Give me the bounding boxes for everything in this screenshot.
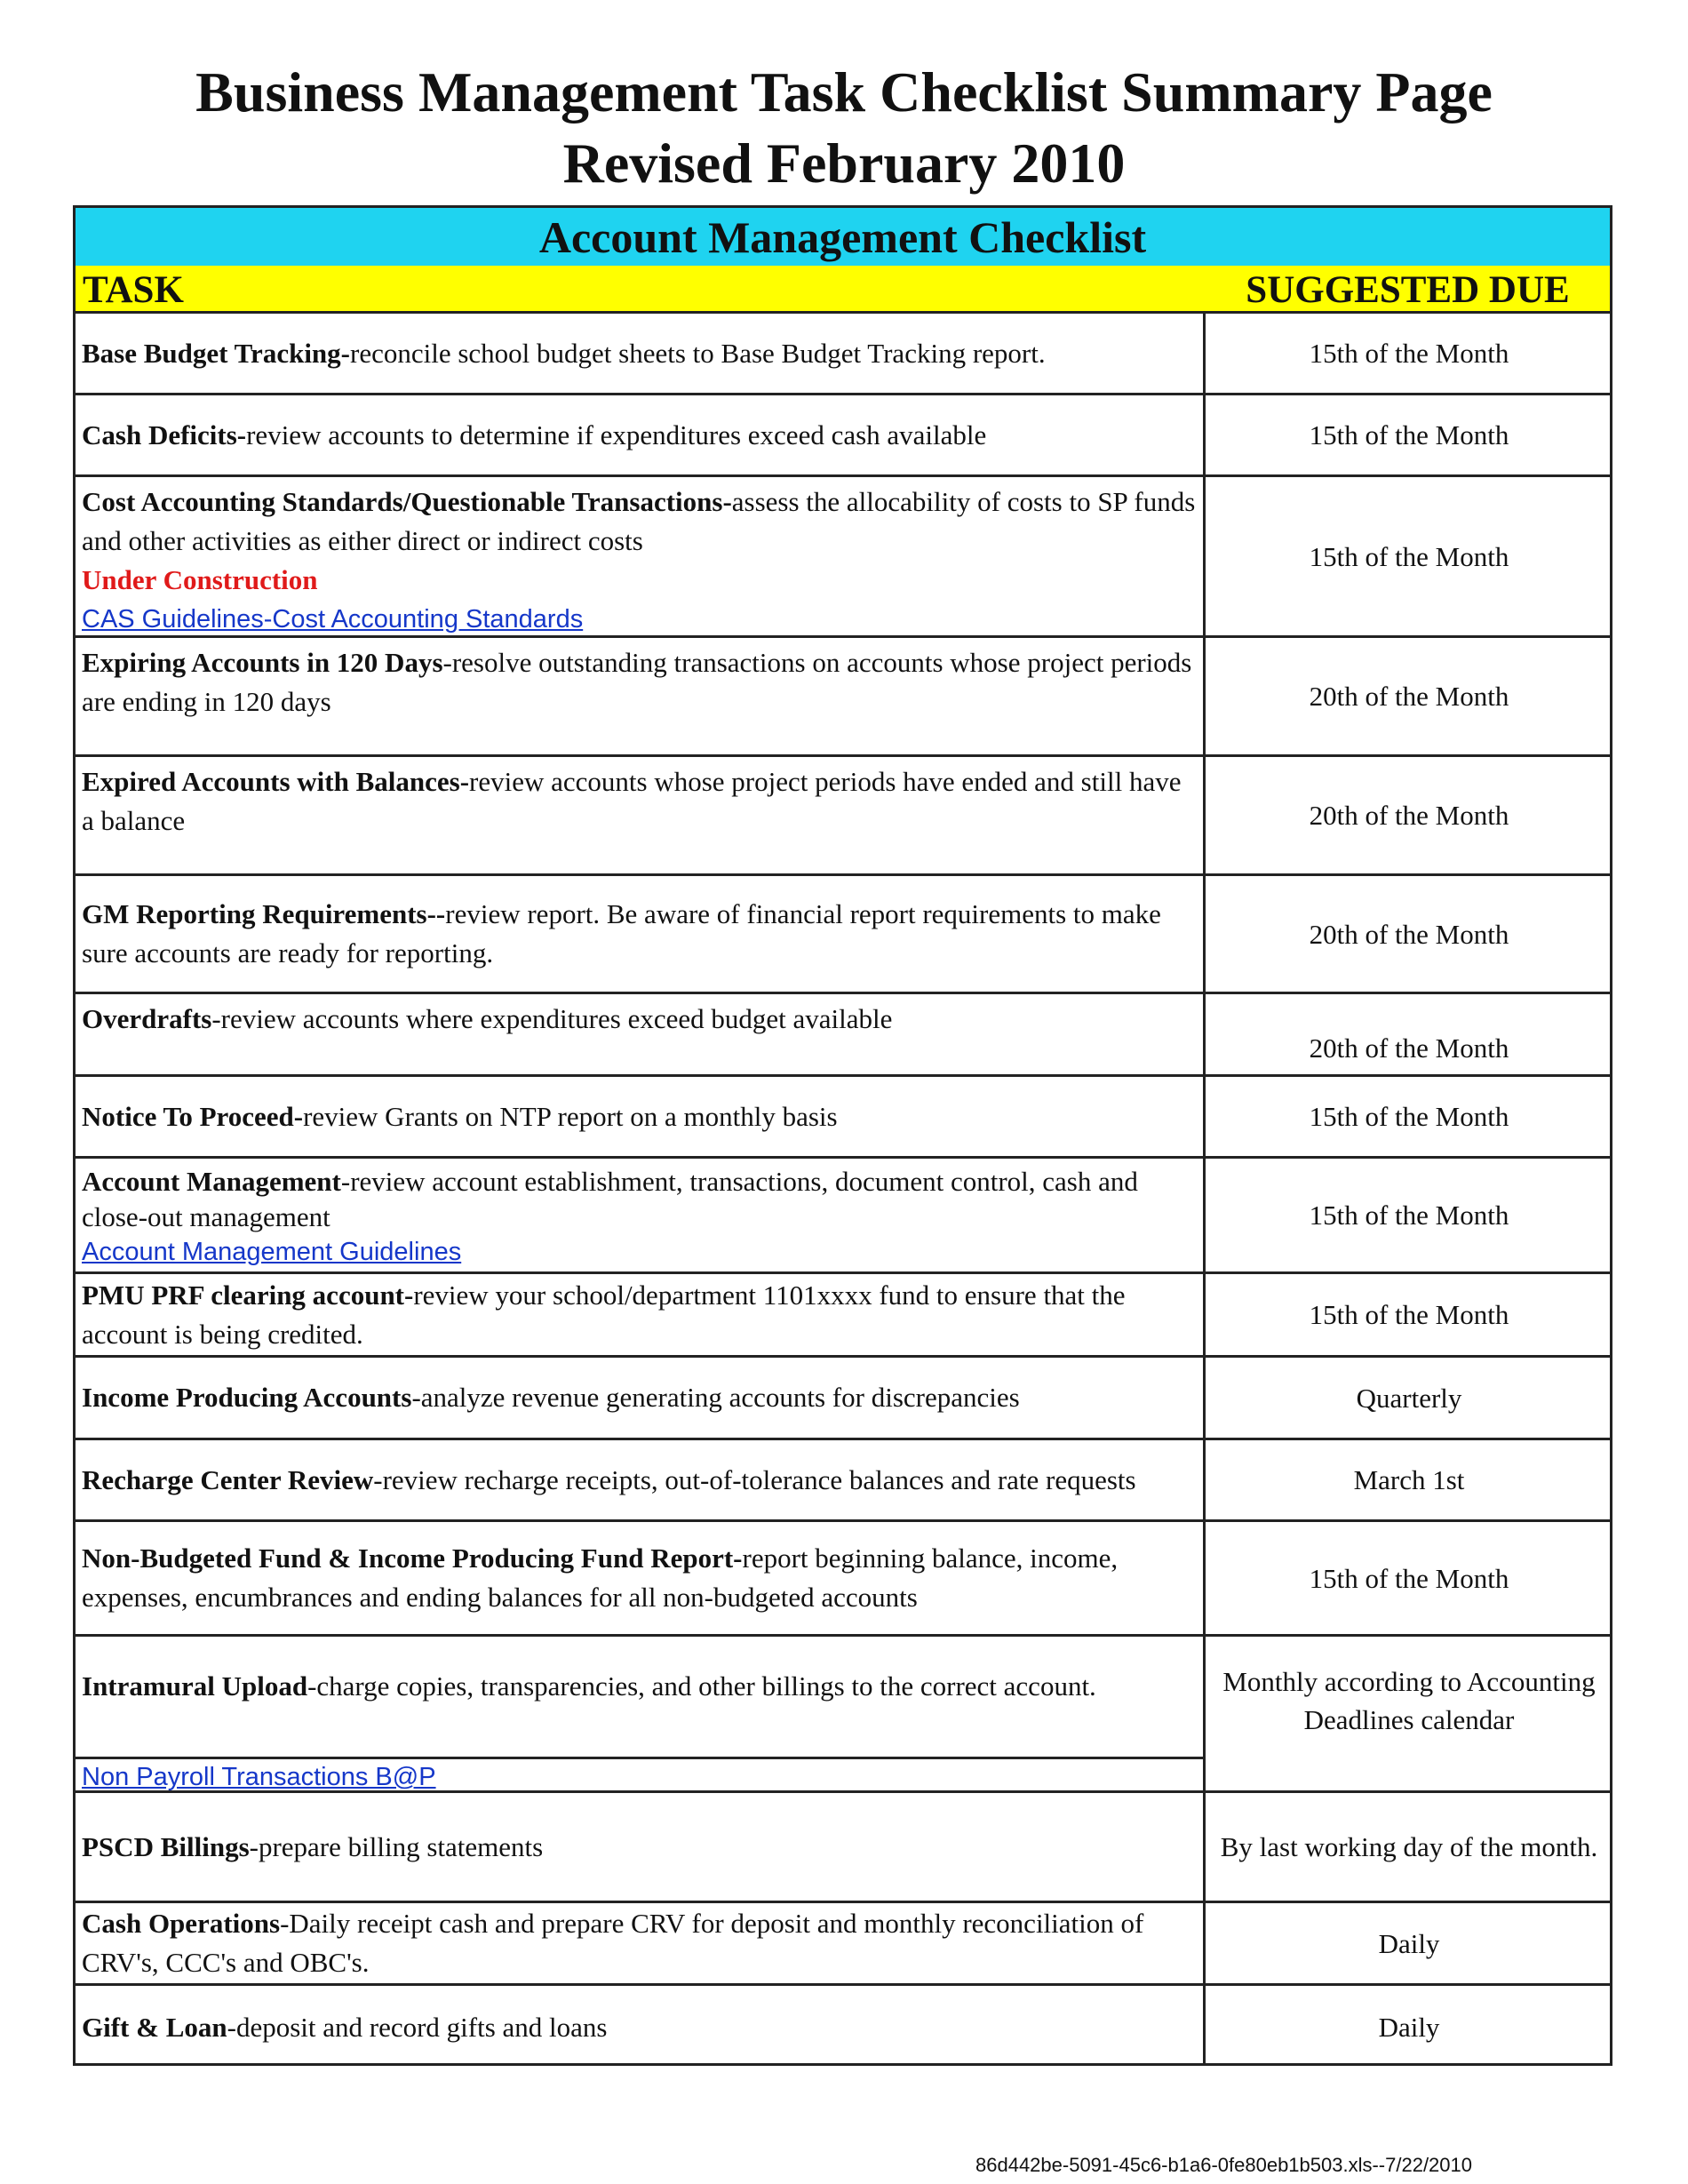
task-description: -review accounts where expenditures exceed budget available — [211, 1003, 893, 1034]
task-cell — [76, 1903, 1206, 1983]
task-name: Base Budget Tracking- — [82, 337, 350, 369]
table-row — [76, 395, 1610, 477]
due-cell: 20th of the Month — [1309, 918, 1509, 950]
task-description: -prepare billing statements — [249, 1830, 544, 1862]
due-cell: Quarterly — [1356, 1382, 1462, 1414]
task-name: Expired Accounts with Balances- — [82, 766, 470, 797]
table-row — [76, 1274, 1610, 1358]
table-row — [76, 477, 1610, 638]
task-name: Notice To Proceed- — [82, 1100, 304, 1132]
due-cell: 20th of the Month — [1309, 681, 1509, 712]
task-cell — [76, 1986, 1206, 2066]
task-description: review report. Be aware of financial report requirements to make sure accounts are ready for reporting. — [82, 898, 1161, 968]
task-name: GM Reporting Requirements-- — [82, 898, 446, 929]
task-name: Intramural Upload — [82, 1670, 308, 1702]
task-name: PMU PRF clearing account- — [82, 1279, 414, 1311]
table-row — [76, 876, 1610, 994]
checklist-table — [73, 205, 1612, 2066]
account-management-guidelines-link[interactable]: Account Management Guidelines — [82, 1238, 462, 1266]
task-description: -charge copies, transparencies, and other billings to the correct account. — [307, 1670, 1096, 1702]
due-cell: Monthly according to Accounting Deadlines calendar — [1222, 1665, 1596, 1735]
due-cell: 15th of the Month — [1309, 338, 1509, 369]
task-name: Non-Budgeted Fund & Income Producing Fund Report- — [82, 1542, 743, 1574]
due-cell: 15th of the Month — [1309, 1299, 1509, 1330]
table-row — [76, 1440, 1610, 1522]
table-row — [76, 994, 1610, 1077]
header-suggested-due: SUGGESTED DUE — [1246, 269, 1570, 311]
task-description: report beginning balance, income, expenses, encumbrances and ending balances for all non-budgeted accounts — [82, 1542, 1119, 1613]
task-cell — [76, 314, 1206, 393]
task-name: Gift & Loan — [82, 2011, 227, 2043]
task-description: assess the allocability of costs to SP funds and other activities as either direct or indirect costs — [82, 486, 1196, 556]
page-subtitle: Revised February 2010 — [562, 132, 1126, 195]
file-footer: 86d442be-5091-45c6-b1a6-0fe80eb1b503.xls--7/22/2010 — [975, 2154, 1473, 2176]
task-cell — [76, 1077, 1206, 1156]
table-row — [76, 1986, 1610, 2066]
due-cell: Daily — [1378, 1927, 1440, 1959]
task-cell — [76, 876, 1206, 992]
due-cell: 15th of the Month — [1309, 419, 1509, 450]
due-cell: 15th of the Month — [1309, 540, 1509, 572]
table-row — [76, 1903, 1610, 1986]
table-header — [76, 266, 1610, 314]
task-name: Income Producing Accounts — [82, 1382, 412, 1413]
task-cell — [76, 1358, 1206, 1438]
under-construction-note: Under Construction — [82, 564, 318, 595]
task-cell — [76, 477, 1206, 635]
table-row — [76, 638, 1610, 757]
task-cell — [76, 1274, 1206, 1355]
task-name: Cost Accounting Standards/Questionable Transactions- — [82, 486, 732, 517]
task-cell — [76, 1793, 1206, 1901]
header-task: TASK — [83, 269, 184, 311]
task-name: Cash Operations — [82, 1908, 281, 1939]
task-description: review accounts whose project periods have ended and still have a balance — [82, 766, 1182, 836]
task-description: -Daily receipt cash and prepare CRV for deposit and monthly reconciliation of CRV's, CCC's and OBC's. — [82, 1908, 1144, 1978]
table-row — [76, 1077, 1610, 1159]
task-name: Recharge Center Review — [82, 1463, 374, 1495]
table-row — [76, 1358, 1610, 1440]
task-cell — [76, 757, 1206, 873]
task-name: Cash Deficits- — [82, 418, 247, 450]
task-description: -review account establishment, transactions, document control, cash and close-out management — [82, 1166, 1138, 1232]
task-description: review accounts to determine if expenditures exceed cash available — [246, 418, 987, 450]
task-cell — [76, 638, 1206, 754]
table-row — [76, 314, 1610, 395]
due-cell: 20th of the Month — [1309, 800, 1509, 831]
due-cell: Daily — [1378, 2012, 1440, 2043]
non-payroll-transactions-link[interactable]: Non Payroll Transactions B@P — [82, 1763, 436, 1791]
task-name: Overdrafts — [82, 1003, 212, 1034]
table-row — [76, 1793, 1610, 1903]
due-cell: March 1st — [1353, 1464, 1465, 1495]
task-name: Account Management — [82, 1166, 341, 1197]
due-cell: By last working day of the month. — [1220, 1831, 1598, 1862]
due-cell: 15th of the Month — [1309, 1101, 1509, 1132]
cas-guidelines-link[interactable]: CAS Guidelines-Cost Accounting Standards — [82, 605, 584, 634]
task-description: -deposit and record gifts and loans — [227, 2011, 608, 2043]
task-cell — [76, 994, 1206, 1074]
task-description: reconcile school budget sheets to Base Budget Tracking report. — [350, 337, 1046, 369]
task-name: Expiring Accounts in 120 Days — [82, 647, 443, 678]
table-banner: Account Management Checklist — [76, 208, 1610, 266]
page-title: Business Management Task Checklist Summary Page — [195, 60, 1493, 124]
task-description: -review recharge receipts, out-of-tolerance balances and rate requests — [373, 1463, 1136, 1495]
task-description: review your school/department 1101xxxx fund to ensure that the account is being credited. — [82, 1279, 1126, 1350]
task-description: -analyze revenue generating accounts for discrepancies — [411, 1382, 1020, 1413]
table-row — [76, 1637, 1610, 1793]
table-row — [76, 1159, 1610, 1274]
table-row — [76, 1522, 1610, 1637]
task-name: PSCD Billings — [82, 1830, 250, 1862]
task-cell — [76, 395, 1206, 474]
task-description: review Grants on NTP report on a monthly basis — [303, 1100, 838, 1132]
task-cell — [76, 1522, 1206, 1634]
task-cell — [76, 1440, 1206, 1519]
due-cell: 15th of the Month — [1309, 1200, 1509, 1231]
due-cell: 15th of the Month — [1309, 1562, 1509, 1594]
table-row — [76, 757, 1610, 876]
task-cell — [76, 1159, 1206, 1271]
due-cell: 20th of the Month — [1309, 1032, 1509, 1064]
task-description: -resolve outstanding transactions on accounts whose project periods are ending in 120 days — [82, 647, 1192, 717]
